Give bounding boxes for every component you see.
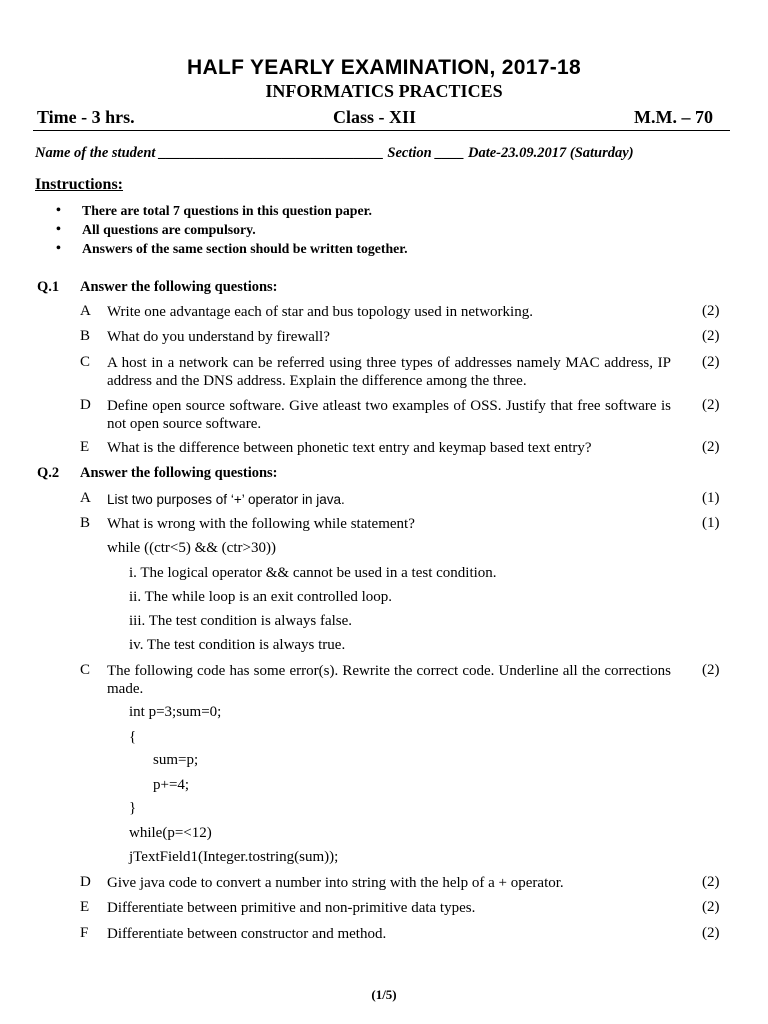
part-letter: E [80,439,90,455]
part-letter: B [80,328,91,344]
part-text: Give java code to convert a number into string with the help of a + operator. [107,875,564,891]
part-marks: (2) [702,303,720,319]
part-text: Write one advantage each of star and bus topology used in networking. [107,304,533,320]
code-line: sum=p; [153,752,199,768]
part-letter: B [80,515,91,531]
header-divider [33,130,730,131]
question-title: Answer the following questions: [80,465,278,481]
bullet-icon: • [56,203,61,218]
code-line: p+=4; [153,777,190,793]
exam-title: HALF YEARLY EXAMINATION, 2017-18 [187,56,581,79]
instructions-list [56,201,408,258]
option-item: ii. The while loop is an exit controlled loop. [129,589,393,605]
instructions-heading: Instructions: [35,176,124,193]
part-marks: (2) [702,662,720,678]
part-text: Differentiate between constructor and method. [107,926,387,942]
time-label: Time - 3 hrs. [37,107,135,127]
part-marks: (2) [702,899,720,915]
part-text: What is wrong with the following while statement? [107,516,415,532]
part-text: Differentiate between primitive and non-primitive data types. [107,900,476,916]
part-letter: D [80,397,91,413]
part-letter: A [80,490,91,506]
part-text: What is the difference between phonetic text entry and keymap based text entry? [107,440,592,456]
bullet-icon: • [56,222,61,237]
option-item: iv. The test condition is always true. [129,637,346,653]
part-letter: C [80,354,91,370]
part-marks: (2) [702,328,720,344]
part-marks: (2) [702,874,720,890]
part-letter: E [80,899,90,915]
question-title: Answer the following questions: [80,279,278,295]
part-marks: (2) [702,925,720,941]
instruction-item: • Answers of the same section should be written together. [56,241,408,256]
bullet-icon: • [56,241,61,256]
part-text: A host in a network can be referred using three types of addresses namely MAC address, IP address and the DNS address. Explain the difference among the three. [107,355,671,389]
code-line: jTextField1(Integer.tostring(sum)); [129,849,339,865]
question-number: Q.2 [37,465,60,481]
part-letter: C [80,662,91,678]
part-letter: D [80,874,91,890]
code-line: } [129,800,137,816]
part-marks: (2) [702,397,720,413]
part-marks: (2) [702,354,720,370]
max-marks-label: M.M. – 70 [634,107,713,127]
part-text: List two purposes of ‘+’ operator in java. [107,492,345,507]
part-letter: F [80,925,89,941]
part-letter: A [80,303,91,319]
option-item: iii. The test condition is always false. [129,613,353,629]
part-text: Define open source software. Give atleast two examples of OSS. Justify that free software is not open source software. [107,398,671,432]
page-number: (1/5) [371,987,397,1002]
student-info-line: Name of the student _______________________________ Section ____ Date-23.09.2017 (Saturday) [35,145,634,161]
part-marks: (1) [702,490,720,506]
instruction-item: • All questions are compulsory. [56,222,256,237]
instruction-item: • There are total 7 questions in this question paper. [56,203,372,218]
class-label: Class - XII [333,107,417,127]
part-text: What do you understand by firewall? [107,329,330,345]
code-line: while(p=<12) [129,825,212,841]
option-item: i. The logical operator && cannot be used in a test condition. [129,565,497,581]
question-number: Q.1 [37,279,60,295]
part-text: The following code has some error(s). Rewrite the correct code. Underline all the corrections made. [107,663,671,697]
code-line: int p=3;sum=0; [129,704,222,720]
code-while-statement: while ((ctr<5) && (ctr>30)) [107,540,276,556]
part-marks: (1) [702,515,720,531]
subject-title: INFORMATICS PRACTICES [265,81,503,101]
code-line: { [129,729,137,745]
part-marks: (2) [702,439,720,455]
